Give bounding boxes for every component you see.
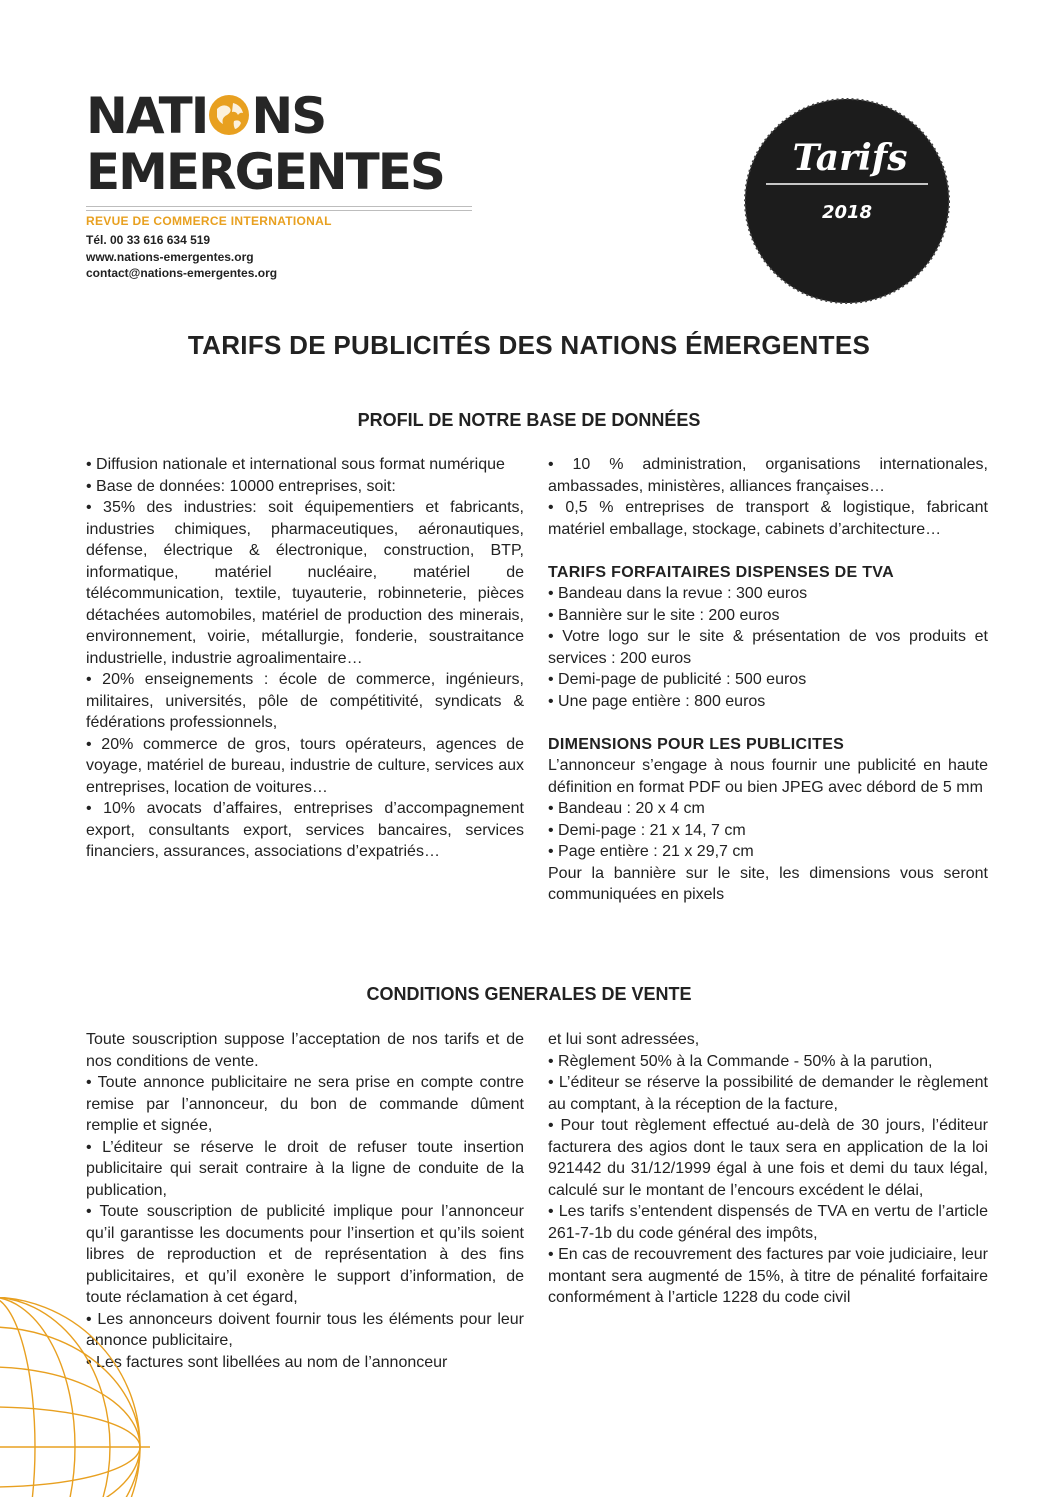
cgv-paragraph: • L’éditeur se réserve le droit de refuser toute insertion publicitaire qui serait contraire à la ligne de conduite de la publication, xyxy=(86,1138,524,1199)
profile-paragraph: • 20% commerce de gros, tours opérateurs, agences de voyage, matériel de bureau, industrie de culture, services aux entreprises, location de voitures… xyxy=(86,735,524,796)
cgv-paragraph: Toute souscription suppose l’acceptation de nos tarifs et de nos conditions de vente. xyxy=(86,1031,524,1070)
cgv-heading: CONDITIONS GENERALES DE VENTE xyxy=(366,984,692,1004)
cgv-paragraph: • Règlement 50% à la Commande - 50% à la parution, xyxy=(548,1052,933,1070)
profile-paragraph: • 20% enseignements : école de commerce, ingénieurs, militaires, universités, pôle de compétitivité, syndicats & fédérations professionnels, xyxy=(86,671,524,731)
tarif-item: • Demi-page de publicité : 500 euros xyxy=(548,671,807,688)
logo-text-part-1: NATI xyxy=(86,87,208,145)
logo-divider xyxy=(86,206,472,207)
logo-line-2: EMERGENTES xyxy=(86,143,444,201)
publication-logo xyxy=(86,88,476,200)
profile-paragraph: • 35% des industries: soit équipementiers et fabricants, industries chimiques, pharmaceutiques, aéronautiques, défense, électrique & électronique, construction, BTP, informatique, matériel nucléaire, matériel de télécommunication, textile, tuyauterie, robinneterie, pièces détachées automobiles, matériel de production des minerais, environnement, voirie, métallurgie, fonderie, soustraitance industrielle, industrie agroalimentaire… xyxy=(86,499,524,667)
profile-paragraph: • 0,5 % entreprises de transport & logistique, fabricant matériel emballage, stockage, cabinets d’architecture… xyxy=(548,499,988,538)
logo-text-part-2: NS xyxy=(251,87,326,145)
dimensions-outro: Pour la bannière sur le site, les dimensions vous seront communiquées en pixels xyxy=(548,864,988,903)
globe-icon xyxy=(207,93,251,137)
cgv-paragraph: • L’éditeur se réserve la possibilité de demander le règlement au comptant, à la réception de la facture, xyxy=(548,1074,988,1113)
cgv-right-column xyxy=(548,1029,988,1309)
cgv-paragraph: • Les factures sont libellées au nom de l’annonceur xyxy=(86,1353,448,1371)
profile-paragraph: • 10% avocats d’affaires, entreprises d’accompagnement export, consultants export, services bancaires, services financiers, assurances, associations d’expatriés… xyxy=(86,800,524,860)
tarif-item: • Une page entière : 800 euros xyxy=(548,692,766,710)
profile-paragraph: • 10 % administration, organisations internationales, ambassades, ministères, alliances françaises… xyxy=(548,456,988,495)
profile-paragraph: • Diffusion nationale et international sous format numérique xyxy=(86,456,505,473)
cgv-paragraph: • Les tarifs s’entendent dispensés de TVA en vertu de l’article 261-7-1b du code général des impôts, xyxy=(548,1203,988,1242)
email-link[interactable]: contact@nations-emergentes.org xyxy=(86,266,278,280)
badge-year: 2018 xyxy=(821,202,873,223)
profile-left-column xyxy=(86,454,524,863)
tarif-item: • Bannière sur le site : 200 euros xyxy=(548,606,780,624)
cgv-paragraph: • Toute souscription de publicité implique pour l’annonceur qu’il garantisse les documents pour l’insertion et qu’ils soient libres de reproduction et de représentation à des fins publicitaires, et qu’il exonère le support d’information, de toute réclamation à cet égard, xyxy=(86,1203,524,1306)
tarifs-heading: TARIFS FORFAITAIRES DISPENSES DE TVA xyxy=(548,563,894,581)
profile-paragraph: • Base de données: 10000 entreprises, soit: xyxy=(86,477,396,495)
page-title: TARIFS DE PUBLICITÉS DES NATIONS ÉMERGENTES xyxy=(187,330,871,360)
globe-grid-decoration xyxy=(0,1297,150,1497)
dimensions-heading: DIMENSIONS POUR LES PUBLICITES xyxy=(548,735,845,753)
cgv-paragraph: et lui sont adressées, xyxy=(548,1031,700,1048)
cgv-paragraph: • En cas de recouvrement des factures par voie judiciaire, leur montant sera augmenté de 15%, à titre de pénalité forfaitaire conformément à l’article 1228 du code civil xyxy=(548,1246,988,1306)
tarif-item: • Bandeau dans la revue : 300 euros xyxy=(548,585,808,602)
profile-heading: PROFIL DE NOTRE BASE DE DONNÉES xyxy=(357,410,701,430)
cgv-left-column xyxy=(86,1029,524,1373)
cgv-paragraph: • Toute annonce publicitaire ne sera prise en compte contre remise par l’annonceur, du bon de commande dûment remplie et signée, xyxy=(86,1074,524,1134)
cgv-paragraph: • Pour tout règlement effectué au-delà de 30 jours, l’éditeur facturera des agios dont le taux sera en application de la loi 921442 du 31/12/1999 égal à une fois et demi du taux légal, calculé sur le montant de l’encours excédent le délai, xyxy=(548,1117,988,1199)
logo-line-1 xyxy=(86,88,476,144)
website-link[interactable]: www.nations-emergentes.org xyxy=(86,250,254,264)
dimensions-intro: L’annonceur s’engage à nous fournir une publicité en haute définition en format PDF ou bien JPEG avec débord de 5 mm xyxy=(548,757,988,796)
tarifs-2018-badge xyxy=(744,98,950,304)
profile-right-column xyxy=(548,454,988,906)
tarif-item: • Votre logo sur le site & présentation de vos produits et services : 200 euros xyxy=(548,628,988,667)
logo-divider xyxy=(86,210,472,211)
tagline: REVUE DE COMMERCE INTERNATIONAL xyxy=(86,214,332,228)
phone-number: Tél. 00 33 616 634 519 xyxy=(86,233,211,247)
badge-title: Tarifs xyxy=(792,137,908,179)
dimension-item: • Bandeau : 20 x 4 cm xyxy=(548,800,705,817)
cgv-paragraph: • Les annonceurs doivent fournir tous les éléments pour leur annonce publicitaire, xyxy=(86,1310,524,1349)
dimension-item: • Page entière : 21 x 29,7 cm xyxy=(548,843,754,860)
dimension-item: • Demi-page : 21 x 14, 7 cm xyxy=(548,821,746,839)
